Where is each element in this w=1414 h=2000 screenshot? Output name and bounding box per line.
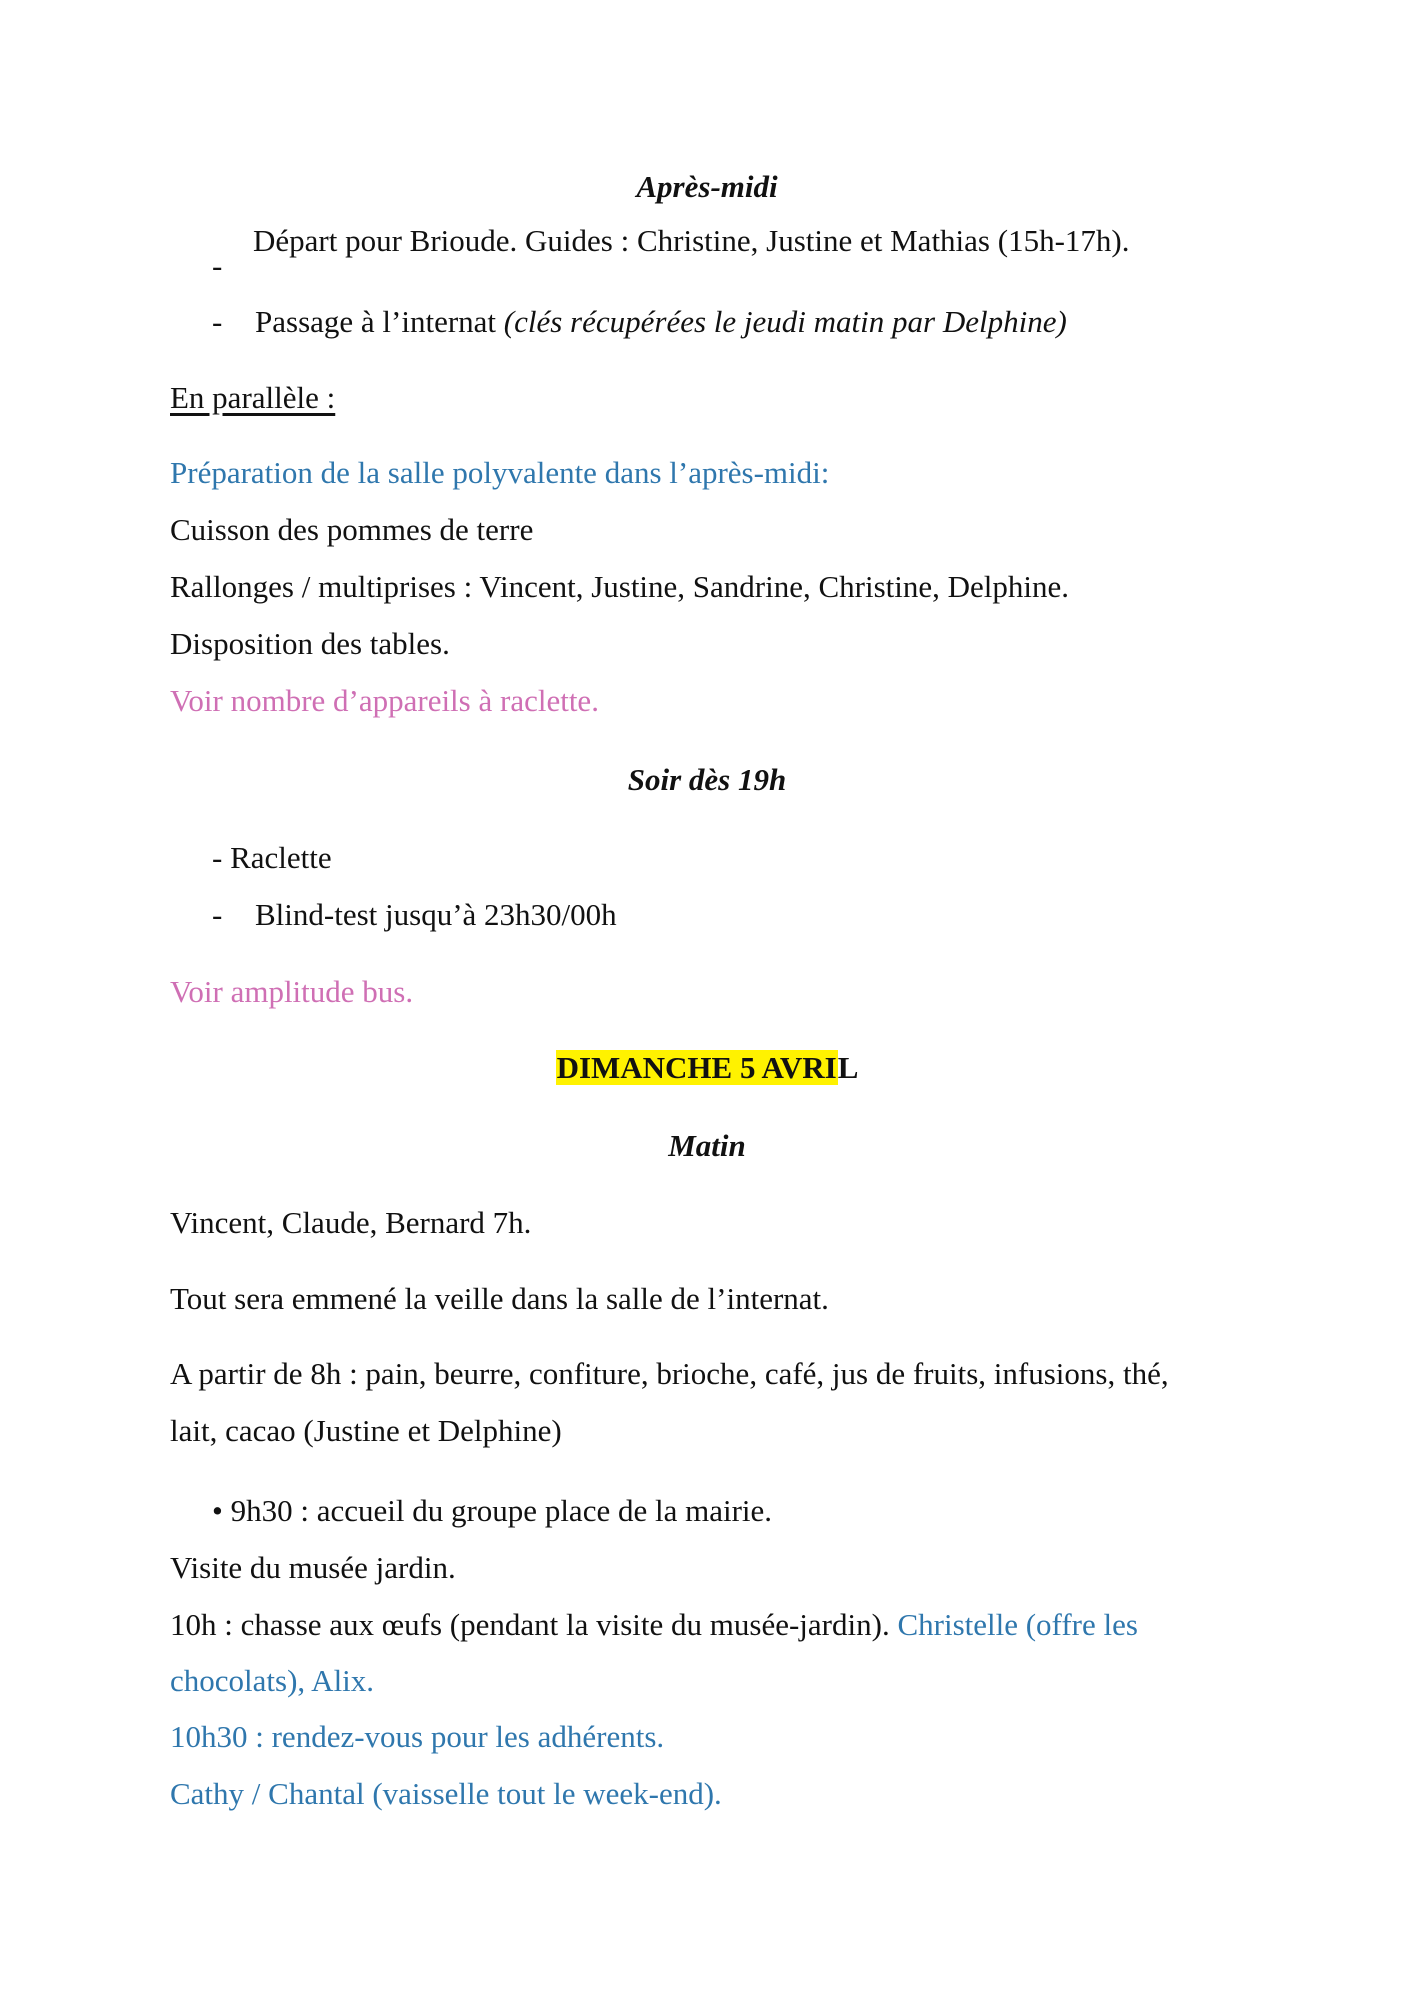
line-team: Vincent, Claude, Bernard 7h.: [170, 1205, 532, 1240]
list-bullet: -: [212, 897, 223, 932]
day-heading-highlight: DIMANCHE 5 AVRI: [556, 1050, 837, 1085]
line-museum: Visite du musée jardin.: [170, 1550, 456, 1585]
list-item-boarding: [255, 302, 1067, 342]
line-extensions: Rallonges / multiprises : Vincent, Justine, Sandrine, Christine, Delphine.: [170, 569, 1070, 604]
list-bullet: -: [212, 840, 223, 875]
line-transport: Tout sera emmené la veille dans la salle de l’internat.: [170, 1281, 829, 1316]
list-item-raclette: [212, 838, 332, 878]
afternoon-heading: Après-midi: [636, 169, 778, 204]
line-dishes: Cathy / Chantal (vaisselle tout le week-end).: [170, 1776, 722, 1811]
prep-title: Préparation de la salle polyvalente dans l’après-midi:: [170, 455, 830, 490]
egg-hunt-text: 10h : chasse aux œufs (pendant la visite du musée-jardin).: [170, 1607, 898, 1642]
reminder-raclette: Voir nombre d’appareils à raclette.: [170, 683, 599, 718]
morning-heading: Matin: [668, 1128, 746, 1163]
day-heading: [0, 1048, 1414, 1088]
list-item-blindtest: Blind-test jusqu’à 23h30/00h: [255, 897, 617, 932]
list-item-departure: Départ pour Brioude. Guides : Christine, Justine et Mathias (15h-17h).: [253, 223, 1130, 258]
line-tables: Disposition des tables.: [170, 626, 450, 661]
raclette-text: Raclette: [230, 840, 332, 875]
egg-hunt-helpers: Christelle (offre les: [897, 1607, 1138, 1642]
reminder-bus: Voir amplitude bus.: [170, 974, 414, 1009]
list-bullet: -: [212, 304, 223, 339]
boarding-text: Passage à l’internat: [255, 304, 504, 339]
list-bullet: -: [212, 248, 223, 283]
line-egg-hunt: [170, 1605, 1138, 1645]
line-breakfast-cont: lait, cacao (Justine et Delphine): [170, 1413, 562, 1448]
parallel-label: En parallèle :: [170, 380, 336, 415]
line-potatoes: Cuisson des pommes de terre: [170, 512, 534, 547]
list-item-welcome: [212, 1491, 772, 1531]
evening-heading: Soir dès 19h: [627, 762, 787, 797]
line-members: 10h30 : rendez-vous pour les adhérents.: [170, 1719, 665, 1754]
bullet-dot: •: [212, 1493, 223, 1528]
line-breakfast: A partir de 8h : pain, beurre, confiture, brioche, café, jus de fruits, infusions, thé,: [170, 1356, 1169, 1391]
welcome-text: 9h30 : accueil du groupe place de la mairie.: [230, 1493, 773, 1528]
boarding-note: (clés récupérées le jeudi matin par Delphine): [503, 304, 1067, 339]
line-egg-hunt-cont: chocolats), Alix.: [170, 1663, 375, 1698]
day-heading-tail: L: [837, 1050, 859, 1085]
